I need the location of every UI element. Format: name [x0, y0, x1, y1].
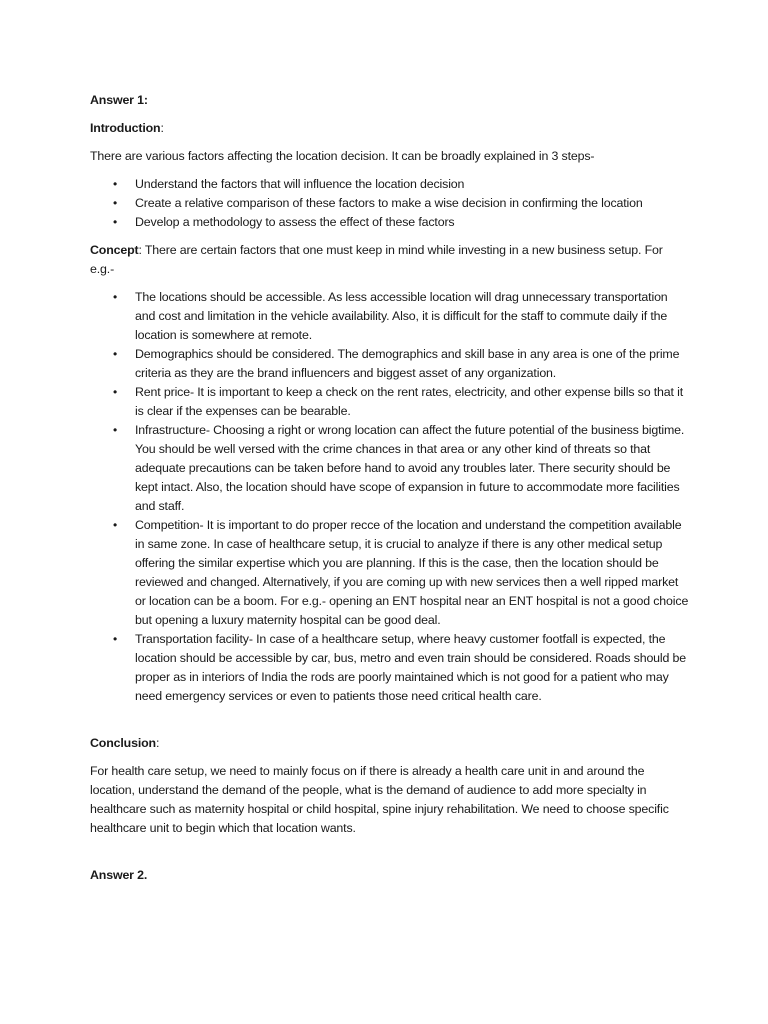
introduction-text: There are various factors affecting the location decision. It can be broadly explained in 3 steps- — [90, 149, 595, 163]
bullet-icon: • — [113, 290, 118, 304]
list-item-text: Create a relative comparison of these factors to make a wise decision in confirming the location — [135, 196, 643, 210]
concept-paragraph — [90, 241, 690, 279]
answer-1-heading: Answer 1: — [90, 93, 148, 107]
bullet-icon: • — [113, 423, 118, 437]
list-item-text: The locations should be accessible. As less accessible location will drag unnecessary transportation and cost and limitation in the vehicle availability. Also, it is difficult for the staff to commute daily if the location is somewhere at remote. — [135, 290, 668, 342]
list-item-text: Competition- It is important to do proper recce of the location and understand the competition available in same zone. In case of healthcare setup, it is crucial to analyze if there is any other medical setup offering the similar expertise which you are planning. If this is the case, then the location should be reviewed and changed. Alternatively, if you are coming up with new services then a well ripped market or location can be a boom. For e.g.- opening an ENT hospital near an ENT hospital is not a good choice but opening a luxury maternity hospital can be good deal. — [135, 518, 689, 627]
conclusion-text: For health care setup, we need to mainly focus on if there is already a health care unit in and around the location, understand the demand of the people, what is the demand of audience to add more specialty in healthcare such as maternity hospital or child hospital, spine injury rehabilitation. We need to choose specific healthcare unit to begin which that location wants. — [90, 764, 669, 835]
concept-label: Concept — [90, 243, 139, 257]
list-item — [90, 345, 690, 383]
introduction-heading — [90, 119, 690, 138]
bullet-icon: • — [113, 632, 118, 646]
list-item — [90, 213, 690, 232]
list-item-text: Develop a methodology to assess the effect of these factors — [135, 215, 455, 229]
bullet-icon: • — [113, 215, 118, 229]
list-item — [90, 175, 690, 194]
list-item — [90, 288, 690, 345]
list-item — [90, 516, 690, 630]
answer-2-heading: Answer 2. — [90, 868, 148, 882]
introduction-colon: : — [160, 121, 164, 135]
list-item — [90, 421, 690, 516]
list-item-text: Understand the factors that will influence the location decision — [135, 177, 465, 191]
list-item — [90, 383, 690, 421]
document-body — [90, 91, 690, 885]
list-item — [90, 630, 690, 706]
list-item-text: Rent price- It is important to keep a check on the rent rates, electricity, and other expense bills so that it is clear if the expenses can be bearable. — [135, 385, 684, 418]
list-item — [90, 194, 690, 213]
bullet-icon: • — [113, 347, 118, 361]
list-item-text: Demographics should be considered. The demographics and skill base in any area is one of the prime criteria as they are the brand influencers and biggest asset of any organization. — [135, 347, 680, 380]
concept-text: : There are certain factors that one must keep in mind while investing in a new business setup. For e.g.- — [90, 243, 663, 276]
conclusion-label: Conclusion — [90, 736, 156, 750]
bullet-icon: • — [113, 385, 118, 399]
bullet-icon: • — [113, 518, 118, 532]
list-item-text: Transportation facility- In case of a healthcare setup, where heavy customer footfall is expected, the location should be accessible by car, bus, metro and even train should be considered. Roads should be proper as in interiors of India the rods are poorly maintained which is not good for a patient who may need emergency services or even to patients those need critical health care. — [135, 632, 687, 703]
bullet-icon: • — [113, 177, 118, 191]
conclusion-colon: : — [155, 736, 160, 750]
introduction-label: Introduction — [90, 121, 161, 135]
conclusion-heading — [90, 734, 690, 753]
bullet-icon: • — [113, 196, 118, 210]
concept-factors-list — [90, 288, 690, 706]
introduction-steps-list — [90, 175, 690, 232]
list-item-text: Infrastructure- Choosing a right or wrong location can affect the future potential of the business bigtime. You should be well versed with the crime chances in that area or any other kind of threats so that adequate precautions can be taken before hand to avoid any troubles later. There security should be kept intact. Also, the location should have scope of expansion in future to accommodate more facilities and staff. — [135, 423, 685, 513]
